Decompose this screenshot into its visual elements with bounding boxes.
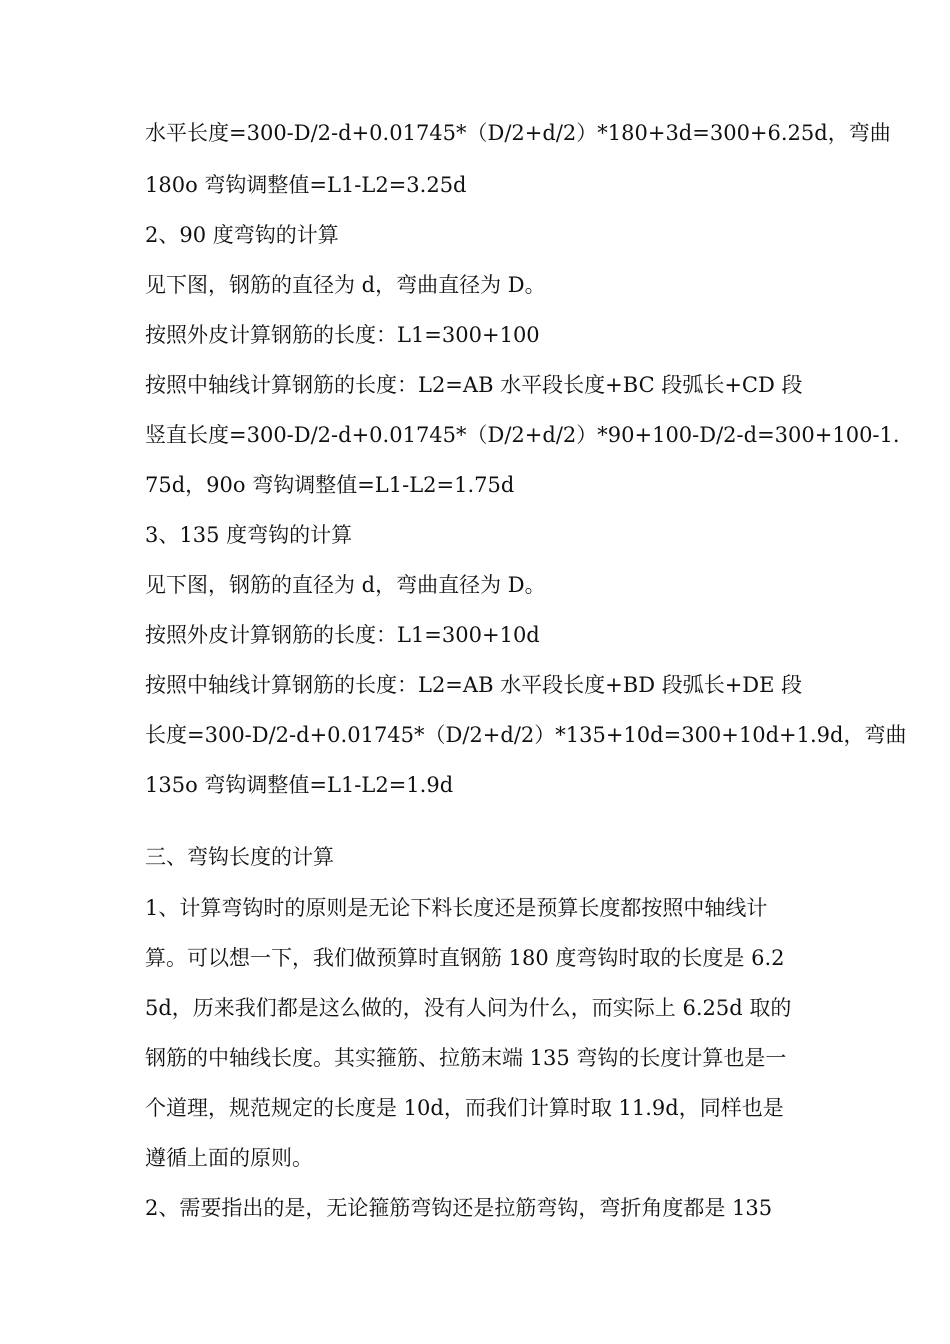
text-line: 钢筋的中轴线长度。其实箍筋、拉筋末端 135 弯钩的长度计算也是一 [145,1046,787,1070]
text-line: 180o 弯钩调整值=L1-L2=3.25d [145,173,467,197]
text-line: 竖直长度=300-D/2-d+0.01745*（D/2+d/2）*90+100-D/2-d=300+100-1. [145,423,900,447]
text-line: 5d，历来我们都是这么做的，没有人问为什么，而实际上 6.25d 取的 [145,996,792,1020]
text-line: 75d，90o 弯钩调整值=L1-L2=1.75d [145,473,515,497]
text-line: 见下图，钢筋的直径为 d，弯曲直径为 D。 [145,573,546,597]
text-line: 135o 弯钩调整值=L1-L2=1.9d [145,773,454,797]
text-line: 按照外皮计算钢筋的长度：L1=300+100 [145,323,540,347]
text-line: 遵循上面的原则。 [145,1146,313,1170]
text-line: 个道理，规范规定的长度是 10d，而我们计算时取 11.9d，同样也是 [145,1096,784,1120]
section-heading: 2、90 度弯钩的计算 [145,223,339,247]
text-line: 算。可以想一下，我们做预算时直钢筋 180 度弯钩时取的长度是 6.2 [145,946,785,970]
text-line: 2、需要指出的是，无论箍筋弯钩还是拉筋弯钩，弯折角度都是 135 [145,1196,773,1220]
text-line: 长度=300-D/2-d+0.01745*（D/2+d/2）*135+10d=300+10d+1.9d，弯曲 [145,723,907,747]
text-line: 1、计算弯钩时的原则是无论下料长度还是预算长度都按照中轴线计 [145,896,768,920]
text-line: 按照中轴线计算钢筋的长度：L2=AB 水平段长度+BD 段弧长+DE 段 [145,673,803,697]
text-line: 水平长度=300-D/2-d+0.01745*（D/2+d/2）*180+3d=300+6.25d，弯曲 [145,121,891,145]
section-heading: 3、135 度弯钩的计算 [145,523,353,547]
text-line: 按照外皮计算钢筋的长度：L1=300+10d [145,623,540,647]
text-line: 按照中轴线计算钢筋的长度：L2=AB 水平段长度+BC 段弧长+CD 段 [145,373,803,397]
text-line: 见下图，钢筋的直径为 d，弯曲直径为 D。 [145,273,546,297]
section-heading: 三、弯钩长度的计算 [145,845,334,869]
